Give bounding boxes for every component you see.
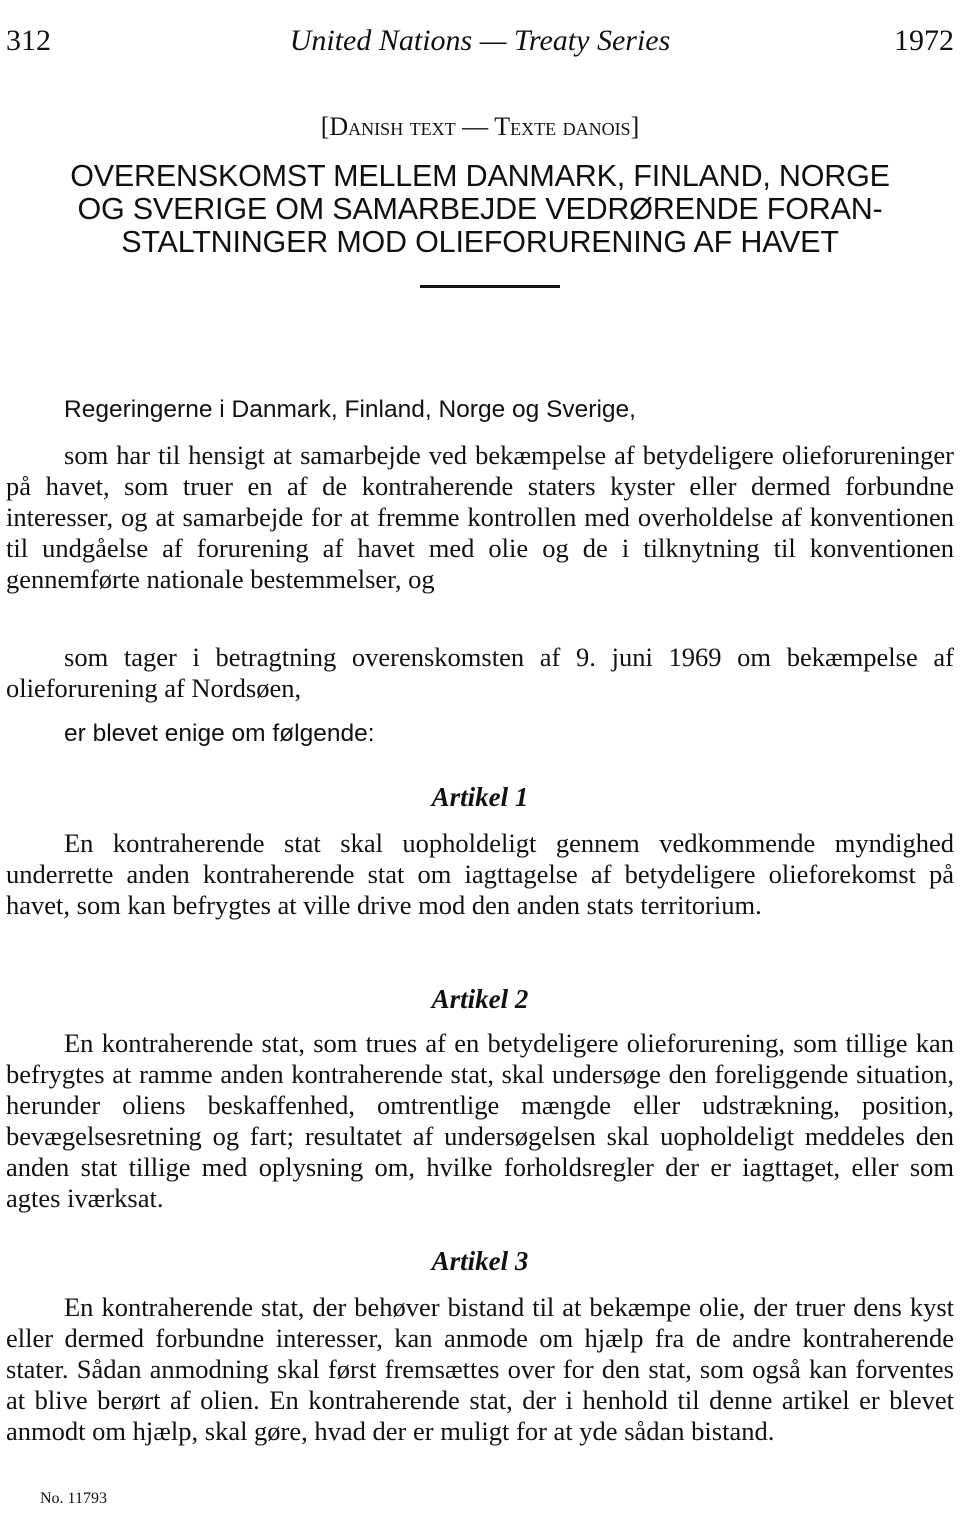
title-line: STALTNINGER MOD OLIEFORURENING AF HAVET bbox=[121, 225, 839, 259]
article-1-text: En kontraherende stat skal uopholdeligt gennem vedkommende myndighed underrette anden kontraherende stat om iagttagelse af betydeligere olieforekomst på havet, som kan befrygtes at ville drive mod den anden stats territorium. bbox=[6, 828, 954, 920]
document-title bbox=[6, 160, 954, 259]
title-line: OVERENSKOMST MELLEM DANMARK, FINLAND, NORGE bbox=[70, 159, 890, 193]
document-page bbox=[6, 0, 954, 1514]
language-label: [Danish text — Texte danois] bbox=[320, 112, 640, 141]
document-number: No. 11793 bbox=[40, 1490, 107, 1507]
running-header bbox=[6, 24, 954, 68]
article-3-heading: Artikel 3 bbox=[431, 1246, 529, 1276]
title-line: OG SVERIGE OM SAMARBEJDE VEDRØRENDE FORAN- bbox=[77, 192, 883, 226]
page-number: 312 bbox=[6, 24, 51, 57]
article-3-text: En kontraherende stat, der behøver bistand til at bekæmpe olie, der truer dens kyst eller dermed forbundne interesser, kan anmode om hjælp fra de andre kontraherende stater. Sådan anmodning skal først fremsættes over for den stat, som også kan forventes at blive berørt af olien. En kontraherende stat, der i henhold til denne artikel er blevet anmodt om hjælp, skal gøre, hvad der er muligt for at yde sådan bistand. bbox=[6, 1292, 954, 1446]
preamble-intent: som har til hensigt at samarbejde ved bekæmpelse af betydeligere olieforureninger på havet, som truer en af de kontraherende staters kyster eller dermed forbundne interesser, og at samarbejde for at fremme kontrollen med overholdelse af konventionen til undgåelse af forurening af havet med olie og de i tilknytning til konventionen gennemførte nationale bestemmelser, og bbox=[6, 440, 954, 594]
preamble-considering: som tager i betragtning overenskomsten af 9. juni 1969 om bekæmpelse af olieforurening af Nordsøen, bbox=[6, 642, 954, 703]
article-1-heading: Artikel 1 bbox=[431, 782, 529, 812]
title-divider bbox=[420, 285, 560, 288]
publication-year: 1972 bbox=[894, 24, 954, 57]
series-title: United Nations — Treaty Series bbox=[289, 24, 671, 57]
preamble-parties: Regeringerne i Danmark, Finland, Norge og Sverige, bbox=[64, 396, 636, 423]
article-2-text: En kontraherende stat, som trues af en betydeligere olieforurening, som tillige kan befrygtes at ramme anden kontraherende stat, skal undersøge den foreliggende situation, herunder oliens beskaffenhed, omtrentlige mængde eller udstrækning, position, bevægelsesretning og fart; resultatet af undersøgelsen skal uopholdeligt meddeles den anden stat tillige med oplysning om, hvilke forholdsregler der er iagttaget, eller som agtes iværksat. bbox=[6, 1028, 954, 1213]
preamble-agreement: er blevet enige om følgende: bbox=[64, 720, 375, 747]
article-2-heading: Artikel 2 bbox=[431, 984, 529, 1014]
